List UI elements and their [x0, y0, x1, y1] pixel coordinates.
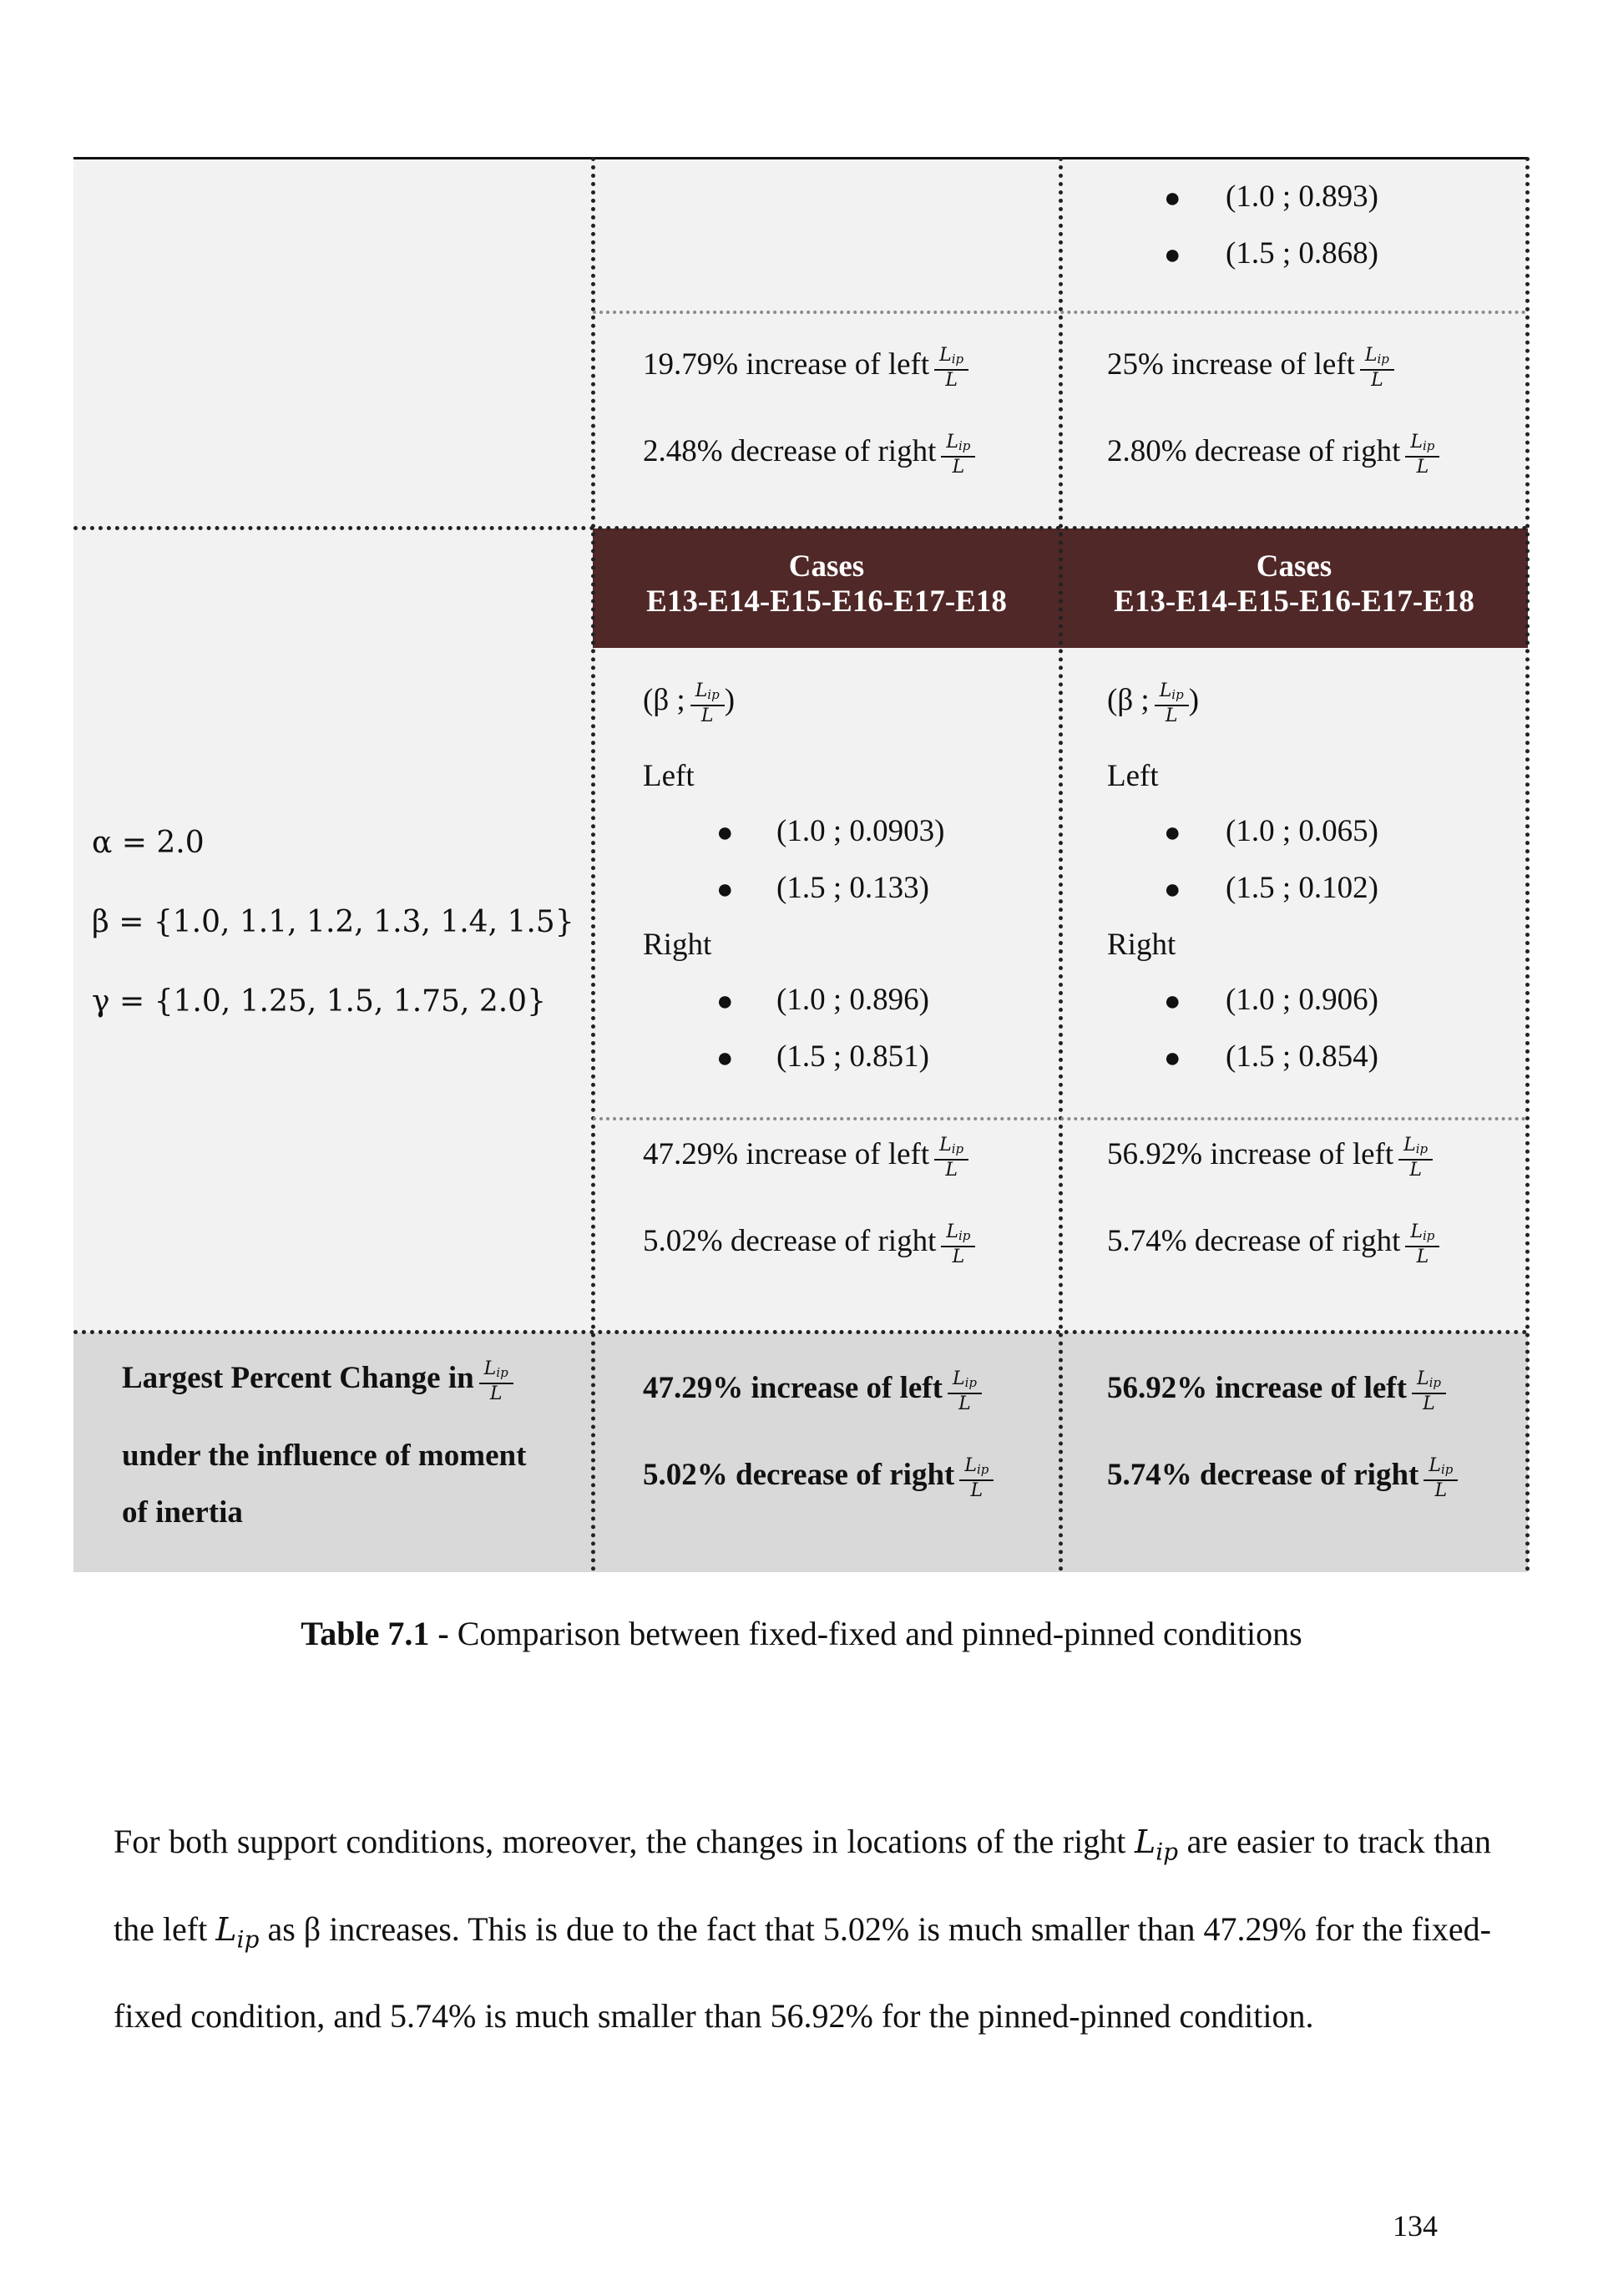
row-top-col1: [73, 157, 593, 528]
col2-right-label: Right: [643, 928, 712, 962]
lip-fraction: $\frac{L_{ip}}{L}$: [1360, 346, 1394, 391]
top-col2-change-2: 2.48% decrease of right $\frac{L_{ip}}{L}$: [643, 432, 975, 478]
col3-right-value-2: (1.5 ; 0.854): [1226, 1039, 1378, 1074]
lip-fraction: $\frac{L_{ip}}{L}$: [934, 346, 968, 391]
col2-right-value-2: (1.5 ; 0.851): [776, 1039, 929, 1074]
summary-label-line-1: Largest Percent Change in $\frac{L_{ip}}{L}$: [122, 1359, 513, 1404]
col2-change-2: 5.02% decrease of right $\frac{L_{ip}}{L}$: [643, 1222, 975, 1267]
col2-left-value-1: (1.0 ; 0.0903): [776, 814, 945, 848]
summary-col2-change-1: 47.29% increase of left $\frac{L_{ip}}{L}$: [643, 1369, 982, 1414]
summary-label-line-3: of inertia: [122, 1495, 243, 1530]
col3-left-value-2: (1.5 ; 0.102): [1226, 871, 1378, 905]
table-caption: [0, 1613, 1603, 1655]
table-right-edge: [1525, 157, 1530, 1572]
lip-fraction: $\frac{L_{ip}}{L}$: [941, 432, 975, 478]
top-col3-bullet-2: (1.5 ; 0.868): [1226, 236, 1378, 271]
col3-pair-label: (β ; $\frac{L_{ip}}{L}$ ): [1107, 680, 1200, 726]
col2-change-1: 47.29% increase of left $\frac{L_{ip}}{L}$: [643, 1135, 968, 1181]
lip-fraction: $\frac{L_{ip}}{L}$: [1405, 1222, 1439, 1267]
lip-fraction: $\frac{L_{ip}}{L}$: [934, 1135, 968, 1181]
lip-fraction: $\frac{L_{ip}}{L}$: [1412, 1369, 1446, 1414]
row-divider-section: [73, 526, 1528, 530]
lip-fraction: $\frac{L_{ip}}{L}$: [1155, 681, 1189, 726]
bullet-dot: ●: [716, 817, 734, 848]
param-alpha: α = 2.0: [92, 826, 205, 860]
bullet-dot: ●: [1164, 240, 1181, 271]
top-col3-change-2: 2.80% decrease of right $\frac{L_{ip}}{L}$: [1107, 432, 1439, 478]
lip-fraction: $\frac{L_{ip}}{L}$: [959, 1456, 994, 1501]
bullet-dot: ●: [1164, 874, 1181, 905]
param-gamma: γ = {1.0, 1.25, 1.5, 1.75, 2.0}: [92, 984, 546, 1019]
case-header-col2: Cases E13-E14-E15-E16-E17-E18: [646, 549, 1007, 619]
col2-pair-label: (β ; $\frac{L_{ip}}{L}$ ): [643, 680, 736, 726]
summary-col3-change-2: 5.74% decrease of right $\frac{L_{ip}}{L}$: [1107, 1456, 1458, 1501]
table-top-rule: [73, 157, 1528, 159]
lip-fraction: $\frac{L_{ip}}{L}$: [948, 1369, 982, 1414]
lip-fraction: $\frac{L_{ip}}{L}$: [1398, 1135, 1433, 1181]
bullet-dot: ●: [716, 1043, 734, 1074]
bullet-dot: ●: [716, 874, 734, 905]
lip-fraction: $\frac{L_{ip}}{L}$: [941, 1222, 975, 1267]
page-number: 134: [1393, 2209, 1438, 2243]
top-col3-change-1: 25% increase of left $\frac{L_{ip}}{L}$: [1107, 346, 1394, 391]
body-paragraph: For both support conditions, moreover, the changes in locations of the right $L_{ip}$ are easier to track than the left $L_{ip}$ as β increases. This is due to the fact that 5.02% is much smaller than 47.29% for the fixed-fixed condition, and 5.74% is much smaller than 56.92% for the pinned-pinned condition.: [114, 1823, 1492, 2036]
col3-right-value-1: (1.0 ; 0.906): [1226, 983, 1378, 1017]
lip-symbol: $L_{ip}$: [215, 1910, 260, 1954]
col3-right-label: Right: [1107, 928, 1176, 962]
case-header-col3: Cases E13-E14-E15-E16-E17-E18: [1114, 549, 1474, 619]
row-divider-top-inner: [593, 311, 1526, 314]
lip-fraction: $\frac{L_{ip}}{L}$: [479, 1359, 513, 1404]
lip-fraction: $\frac{L_{ip}}{L}$: [1405, 432, 1439, 478]
row-divider-summary: [73, 1330, 1528, 1334]
col2-left-value-2: (1.5 ; 0.133): [776, 871, 929, 905]
lip-fraction: $\frac{L_{ip}}{L}$: [690, 681, 725, 726]
col2-left-label: Left: [643, 759, 695, 793]
caption-text: Comparison between fixed-fixed and pinned-pinned conditions: [457, 1615, 1302, 1652]
lip-fraction: $\frac{L_{ip}}{L}$: [1423, 1456, 1458, 1501]
col-divider-2: [1059, 157, 1063, 1572]
top-col2-change-1: 19.79% increase of left $\frac{L_{ip}}{L}$: [643, 346, 968, 391]
summary-col2-change-2: 5.02% decrease of right $\frac{L_{ip}}{L}$: [643, 1456, 994, 1501]
col3-left-value-1: (1.0 ; 0.065): [1226, 814, 1378, 848]
col3-change-1: 56.92% increase of left $\frac{L_{ip}}{L}$: [1107, 1135, 1433, 1181]
caption-label: Table 7.1 -: [301, 1615, 449, 1652]
col2-right-value-1: (1.0 ; 0.896): [776, 983, 929, 1017]
summary-label-line-2: under the influence of moment: [122, 1439, 527, 1473]
summary-col3-change-1: 56.92% increase of left $\frac{L_{ip}}{L}$: [1107, 1369, 1446, 1414]
bullet-dot: ●: [716, 986, 734, 1017]
row-divider-section-inner: [593, 1117, 1526, 1120]
bullet-dot: ●: [1164, 183, 1181, 214]
col3-left-label: Left: [1107, 759, 1159, 793]
bullet-dot: ●: [1164, 1043, 1181, 1074]
comparison-table: [73, 157, 1528, 1572]
bullet-dot: ●: [1164, 817, 1181, 848]
bullet-dot: ●: [1164, 986, 1181, 1017]
top-col3-bullet-1: (1.0 ; 0.893): [1226, 180, 1378, 214]
col-divider-1: [591, 157, 595, 1572]
lip-symbol: $L_{ip}$: [1134, 1823, 1179, 1866]
col3-change-2: 5.74% decrease of right $\frac{L_{ip}}{L}$: [1107, 1222, 1439, 1267]
param-beta: β = {1.0, 1.1, 1.2, 1.3, 1.4, 1.5}: [92, 905, 574, 939]
